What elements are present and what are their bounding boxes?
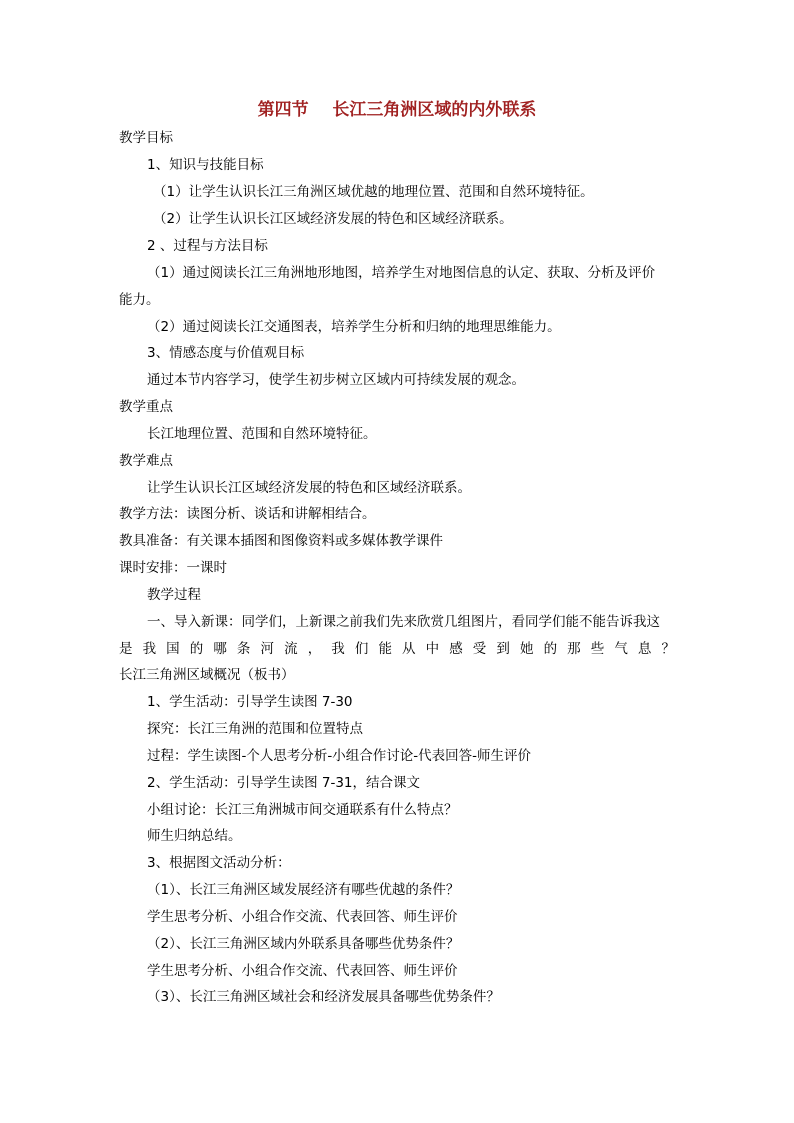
text-line: 长江地理位置、范围和自然环境特征。 [147,426,377,442]
text-line: （3）、长江三角洲区域社会和经济发展具备哪些优势条件？ [147,989,500,1005]
text-line: 1、知识与技能目标 [147,157,264,173]
text-line: 2 、过程与方法目标 [147,238,268,254]
text-line: （1）通过阅读长江三角洲地形地图，培养学生对地图信息的认定、获取、分析及评价 [147,265,656,281]
text-line: 1、学生活动：引导学生读图 7-30 [147,694,353,710]
text-line: 过程：学生读图-个人思考分析-小组合作讨论-代表回答-师生评价 [147,748,531,764]
text-line: 小组讨论：长江三角洲城市间交通联系有什么特点？ [147,802,458,818]
text-line: 让学生认识长江区域经济发展的特色和区域经济联系。 [147,480,471,496]
text-line: 通过本节内容学习，使学生初步树立区域内可持续发展的观念。 [147,372,525,388]
text-line: （2）让学生认识长江区域经济发展的特色和区域经济联系。 [153,211,513,227]
text-line: 学生思考分析、小组合作交流、代表回答、师生评价 [147,963,458,979]
text-line: 能力。 [119,292,160,308]
text-line: 课时安排：一课时 [119,560,227,576]
text-line: （2）通过阅读长江交通图表，培养学生分析和归纳的地理思维能力。 [147,319,561,335]
text-line: （1）让学生认识长江三角洲区域优越的地理位置、范围和自然环境特征。 [153,184,594,200]
text-line: 3、根据图文活动分析： [147,855,291,871]
text-line: 长江三角洲区域概况（板书） [119,667,295,683]
section-heading: 教学重点 [119,399,173,415]
text-line: （1）、长江三角洲区域发展经济有哪些优越的条件？ [147,882,460,898]
text-line: 一、导入新课：同学们，上新课之前我们先来欣赏几组图片，看同学们能不能告诉我这 [147,614,660,630]
text-line: 学生思考分析、小组合作交流、代表回答、师生评价 [147,909,458,925]
text-line: 教学目标 [119,130,173,146]
text-line: 师生归纳总结。 [147,828,242,844]
section-heading: 教学难点 [119,453,173,469]
text-line: 探究：长江三角洲的范围和位置特点 [147,721,363,737]
text-line: 是我国的哪条河流，我们能从中感受到她的那些气息？ [119,641,675,657]
text-line: （2）、长江三角洲区域内外联系具备哪些优势条件？ [147,936,460,952]
text-line: 教具准备：有关课本插图和图像资料或多媒体教学课件 [119,533,443,549]
page-title: 第四节 长江三角洲区域的内外联系 [257,100,537,120]
text-line: 3、情感态度与价值观目标 [147,345,305,361]
text-line: 教学方法：读图分析、谈话和讲解相结合。 [119,506,376,522]
text-line: 2、学生活动：引导学生读图 7-31，结合课文 [147,775,421,791]
section-heading: 教学过程 [147,587,201,603]
